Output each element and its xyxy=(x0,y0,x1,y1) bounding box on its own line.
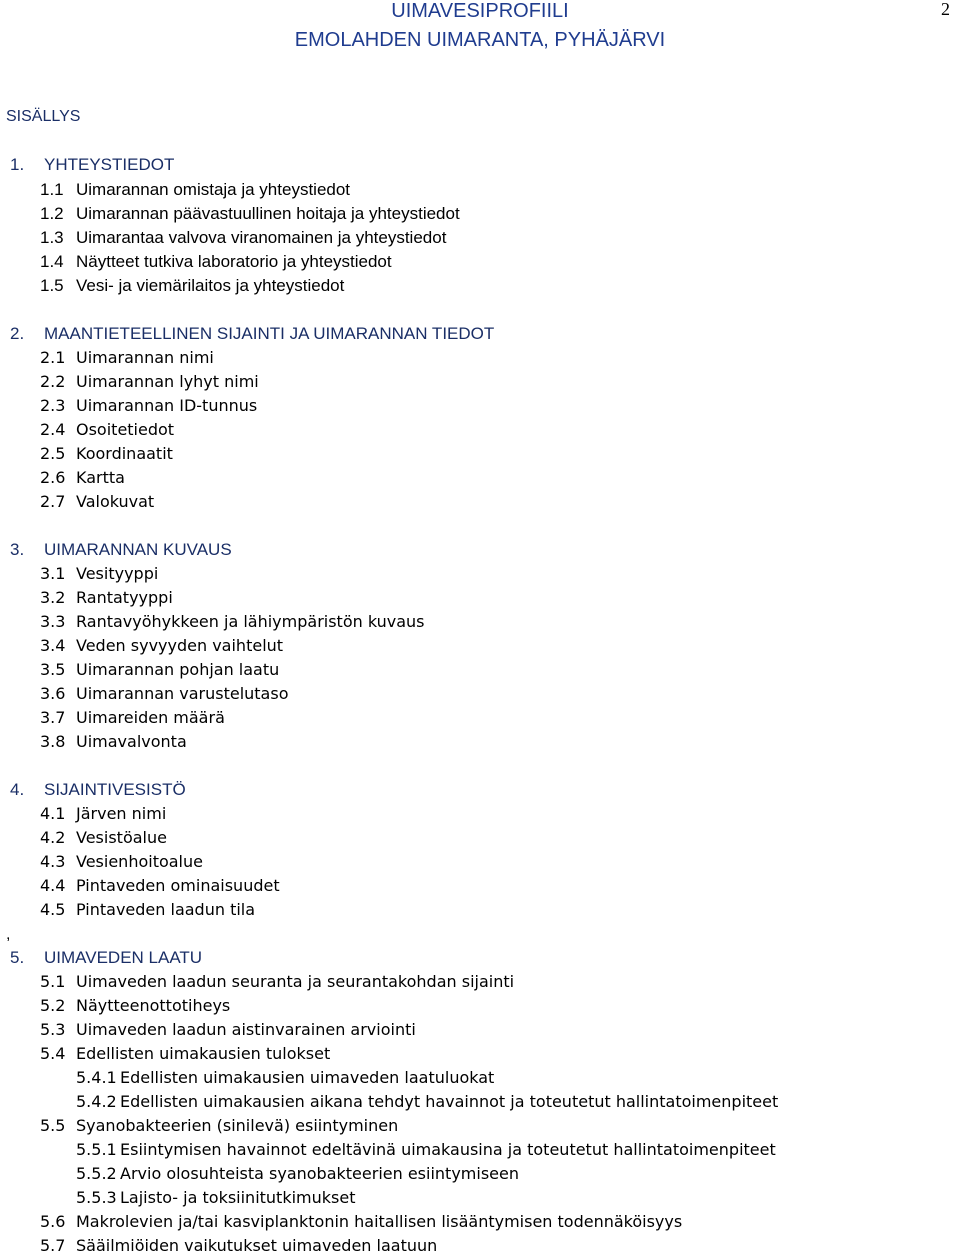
item-label: Näytteenottotiheys xyxy=(76,996,231,1015)
document-title: UIMAVESIPROFIILI xyxy=(391,0,569,22)
toc-subsection-item[interactable] xyxy=(40,875,280,897)
item-label: Edellisten uimakausien tulokset xyxy=(76,1044,331,1063)
toc-subsection-item[interactable] xyxy=(40,347,214,369)
toc-subsection-item[interactable] xyxy=(40,659,279,681)
item-label: Edellisten uimakausien aikana tehdyt havainnot ja toteutetut hallintatoimenpiteet xyxy=(120,1092,779,1111)
item-number: 4.5 xyxy=(40,900,66,919)
item-label: Uimarannan omistaja ja yhteystiedot xyxy=(76,180,351,199)
item-label: Uimarannan varustelutaso xyxy=(76,684,289,703)
item-label: Syanobakteerien (sinilevä) esiintyminen xyxy=(76,1116,399,1135)
toc-title: SISÄLLYS xyxy=(6,108,81,125)
item-label: Pintaveden ominaisuudet xyxy=(76,876,280,895)
page-number: 2 xyxy=(941,0,950,19)
toc-subsubsection-item[interactable] xyxy=(76,1163,519,1185)
item-label: Uimavalvonta xyxy=(76,732,187,751)
item-number: 2.3 xyxy=(40,396,66,415)
toc-section-heading[interactable] xyxy=(10,947,202,969)
item-label: Pintaveden laadun tila xyxy=(76,900,256,919)
item-label: Uimarantaa valvova viranomainen ja yhteystiedot xyxy=(76,228,447,247)
item-number: 1.5 xyxy=(40,276,64,295)
item-label: Valokuvat xyxy=(76,492,155,511)
section-number: 3. xyxy=(10,540,25,559)
item-number: 4.3 xyxy=(40,852,66,871)
item-number: 1.2 xyxy=(40,204,64,223)
item-number: 4.4 xyxy=(40,876,66,895)
item-number: 3.5 xyxy=(40,660,66,679)
item-label: Veden syvyyden vaihtelut xyxy=(76,636,284,655)
toc-subsection-item[interactable] xyxy=(40,419,174,441)
item-number: 2.6 xyxy=(40,468,66,487)
item-number: 3.2 xyxy=(40,588,66,607)
item-label: Uimareiden määrä xyxy=(76,708,225,727)
item-label: Arvio olosuhteista syanobakteerien esiintymiseen xyxy=(120,1164,519,1183)
item-label: Edellisten uimakausien uimaveden laatuluokat xyxy=(120,1068,495,1087)
item-label: Makrolevien ja/tai kasviplanktonin haitallisen lisääntymisen todennäköisyys xyxy=(76,1212,683,1231)
toc-subsection-item[interactable] xyxy=(40,995,230,1017)
section-label: MAANTIETEELLINEN SIJAINTI JA UIMARANNAN TIEDOT xyxy=(44,324,495,343)
toc-subsubsection-item[interactable] xyxy=(76,1139,776,1161)
item-number: 5.5 xyxy=(40,1116,66,1135)
item-label: Sääilmiöiden vaikutukset uimaveden laatuun xyxy=(76,1236,438,1255)
toc-subsection-item[interactable] xyxy=(40,1235,437,1257)
stray-mark: , xyxy=(6,926,11,943)
toc-subsection-item[interactable] xyxy=(40,1211,682,1233)
toc-subsection-item[interactable] xyxy=(40,899,255,921)
section-number: 4. xyxy=(10,780,25,799)
item-label: Uimarannan päävastuullinen hoitaja ja yhteystiedot xyxy=(76,204,460,223)
item-number: 5.2 xyxy=(40,996,66,1015)
item-number: 2.4 xyxy=(40,420,66,439)
item-number: 3.3 xyxy=(40,612,66,631)
item-label: Vesistöalue xyxy=(76,828,167,847)
item-number: 2.7 xyxy=(40,492,66,511)
toc-subsubsection-item[interactable] xyxy=(76,1187,355,1209)
toc-subsection-item[interactable] xyxy=(40,635,283,657)
item-number: 5.5.3 xyxy=(76,1188,117,1207)
toc-subsection-item[interactable] xyxy=(40,731,187,753)
item-number: 5.4.2 xyxy=(76,1092,117,1111)
item-number: 5.4.1 xyxy=(76,1068,117,1087)
toc-subsection-item[interactable] xyxy=(40,563,158,585)
toc-subsection-item[interactable] xyxy=(40,707,225,729)
item-number: 3.6 xyxy=(40,684,66,703)
toc-subsection-item[interactable] xyxy=(40,683,288,705)
toc-subsection-item[interactable] xyxy=(40,467,125,489)
item-label: Näytteet tutkiva laboratorio ja yhteystiedot xyxy=(76,252,392,271)
item-label: Vesi- ja viemärilaitos ja yhteystiedot xyxy=(76,276,345,295)
item-number: 2.2 xyxy=(40,372,66,391)
section-number: 2. xyxy=(10,324,25,343)
section-label: SIJAINTIVESISTÖ xyxy=(44,780,186,799)
toc-section-heading[interactable] xyxy=(10,539,232,561)
item-number: 5.6 xyxy=(40,1212,66,1231)
section-label: YHTEYSTIEDOT xyxy=(44,155,175,174)
item-label: Vesienhoitoalue xyxy=(76,852,203,871)
section-label: UIMARANNAN KUVAUS xyxy=(44,540,232,559)
toc-subsection-item[interactable] xyxy=(40,395,257,417)
toc-subsection-item[interactable] xyxy=(40,275,344,297)
item-label: Lajisto- ja toksiinitutkimukset xyxy=(120,1188,356,1207)
item-label: Esiintymisen havainnot edeltävinä uimakausina ja toteutetut hallintatoimenpiteet xyxy=(120,1140,776,1159)
toc-subsection-item[interactable] xyxy=(40,1019,416,1041)
item-label: Kartta xyxy=(76,468,125,487)
item-number: 5.5.1 xyxy=(76,1140,117,1159)
item-number: 3.1 xyxy=(40,564,66,583)
item-number: 1.3 xyxy=(40,228,64,247)
document-subtitle: EMOLAHDEN UIMARANTA, PYHÄJÄRVI xyxy=(294,29,666,51)
toc-subsection-item[interactable] xyxy=(40,827,167,849)
item-label: Uimaveden laadun seuranta ja seurantakohdan sijainti xyxy=(76,972,515,991)
toc-subsection-item[interactable] xyxy=(40,803,166,825)
toc-subsection-item[interactable] xyxy=(40,227,446,249)
item-number: 2.1 xyxy=(40,348,66,367)
item-label: Uimarannan nimi xyxy=(76,348,214,367)
item-number: 1.4 xyxy=(40,252,64,271)
item-number: 4.2 xyxy=(40,828,66,847)
item-number: 3.4 xyxy=(40,636,66,655)
toc-subsection-item[interactable] xyxy=(40,1043,330,1065)
toc-subsubsection-item[interactable] xyxy=(76,1067,494,1089)
toc-subsection-item[interactable] xyxy=(40,1115,398,1137)
toc-section-heading[interactable] xyxy=(10,779,186,801)
item-number: 5.7 xyxy=(40,1236,66,1255)
toc-subsubsection-item[interactable] xyxy=(76,1091,778,1113)
item-label: Rantavyöhykkeen ja lähiympäristön kuvaus xyxy=(76,612,425,631)
item-number: 5.4 xyxy=(40,1044,66,1063)
toc-subsection-item[interactable] xyxy=(40,491,154,513)
item-label: Rantatyyppi xyxy=(76,588,173,607)
toc-subsection-item[interactable] xyxy=(40,611,425,633)
item-number: 1.1 xyxy=(40,180,64,199)
item-number: 5.5.2 xyxy=(76,1164,117,1183)
item-number: 3.7 xyxy=(40,708,66,727)
item-label: Uimaveden laadun aistinvarainen arviointi xyxy=(76,1020,416,1039)
item-number: 4.1 xyxy=(40,804,66,823)
item-label: Osoitetiedot xyxy=(76,420,175,439)
item-label: Uimarannan lyhyt nimi xyxy=(76,372,259,391)
toc-section-heading[interactable] xyxy=(10,154,174,176)
toc-subsection-item[interactable] xyxy=(40,251,392,273)
toc-subsection-item[interactable] xyxy=(40,179,350,201)
toc-subsection-item[interactable] xyxy=(40,971,514,993)
toc-subsection-item[interactable] xyxy=(40,371,259,393)
item-number: 5.1 xyxy=(40,972,66,991)
item-label: Uimarannan pohjan laatu xyxy=(76,660,280,679)
item-number: 5.3 xyxy=(40,1020,66,1039)
toc-subsection-item[interactable] xyxy=(40,587,173,609)
item-number: 2.5 xyxy=(40,444,66,463)
item-label: Järven nimi xyxy=(76,804,167,823)
section-label: UIMAVEDEN LAATU xyxy=(44,948,203,967)
toc-subsection-item[interactable] xyxy=(40,443,173,465)
item-label: Koordinaatit xyxy=(76,444,173,463)
toc-section-heading[interactable] xyxy=(10,323,494,345)
item-label: Vesityyppi xyxy=(76,564,159,583)
toc-subsection-item[interactable] xyxy=(40,851,203,873)
item-number: 3.8 xyxy=(40,732,66,751)
item-label: Uimarannan ID-tunnus xyxy=(76,396,258,415)
section-number: 1. xyxy=(10,155,25,174)
toc-subsection-item[interactable] xyxy=(40,203,460,225)
section-number: 5. xyxy=(10,948,25,967)
